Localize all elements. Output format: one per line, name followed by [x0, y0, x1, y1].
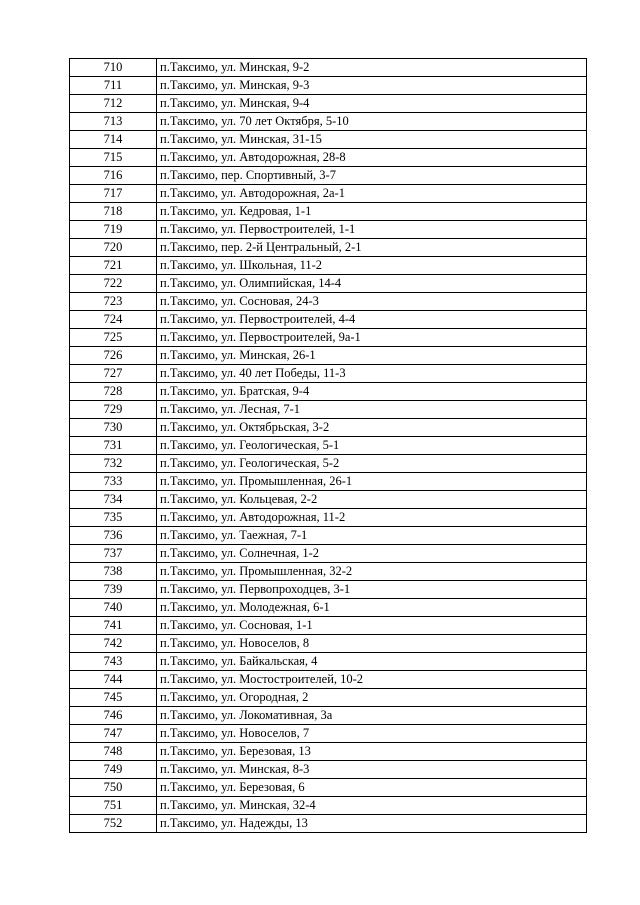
table-row — [70, 149, 587, 167]
row-number-cell: 748 — [70, 743, 157, 761]
address-cell: п.Таксимо, ул. Автодорожная, 28-8 — [157, 149, 587, 167]
row-number-cell: 749 — [70, 761, 157, 779]
row-number-cell: 727 — [70, 365, 157, 383]
address-cell: п.Таксимо, ул. Солнечная, 1-2 — [157, 545, 587, 563]
table-row — [70, 455, 587, 473]
row-number-cell: 734 — [70, 491, 157, 509]
row-number-cell: 723 — [70, 293, 157, 311]
table-row — [70, 383, 587, 401]
row-number-cell: 711 — [70, 77, 157, 95]
table-row — [70, 113, 587, 131]
table-row — [70, 257, 587, 275]
address-cell: п.Таксимо, ул. Байкальская, 4 — [157, 653, 587, 671]
address-table-body — [70, 59, 587, 833]
table-row — [70, 563, 587, 581]
row-number-cell: 729 — [70, 401, 157, 419]
row-number-cell: 710 — [70, 59, 157, 77]
address-cell: п.Таксимо, ул. 40 лет Победы, 11-3 — [157, 365, 587, 383]
table-row — [70, 491, 587, 509]
row-number-cell: 724 — [70, 311, 157, 329]
address-cell: п.Таксимо, ул. Геологическая, 5-2 — [157, 455, 587, 473]
table-row — [70, 59, 587, 77]
row-number-cell: 730 — [70, 419, 157, 437]
row-number-cell: 716 — [70, 167, 157, 185]
row-number-cell: 751 — [70, 797, 157, 815]
row-number-cell: 712 — [70, 95, 157, 113]
row-number-cell: 721 — [70, 257, 157, 275]
table-row — [70, 635, 587, 653]
address-cell: п.Таксимо, ул. Первостроителей, 4-4 — [157, 311, 587, 329]
row-number-cell: 719 — [70, 221, 157, 239]
address-cell: п.Таксимо, ул. Геологическая, 5-1 — [157, 437, 587, 455]
address-cell: п.Таксимо, ул. Лесная, 7-1 — [157, 401, 587, 419]
address-cell: п.Таксимо, ул. Минская, 32-4 — [157, 797, 587, 815]
table-row — [70, 203, 587, 221]
row-number-cell: 725 — [70, 329, 157, 347]
row-number-cell: 731 — [70, 437, 157, 455]
address-cell: п.Таксимо, ул. Таежная, 7-1 — [157, 527, 587, 545]
address-cell: п.Таксимо, ул. Минская, 9-3 — [157, 77, 587, 95]
address-cell: п.Таксимо, ул. Сосновая, 24-3 — [157, 293, 587, 311]
address-cell: п.Таксимо, ул. Автодорожная, 2а-1 — [157, 185, 587, 203]
table-row — [70, 797, 587, 815]
table-row — [70, 527, 587, 545]
table-row — [70, 761, 587, 779]
address-cell: п.Таксимо, ул. Школьная, 11-2 — [157, 257, 587, 275]
row-number-cell: 747 — [70, 725, 157, 743]
table-row — [70, 473, 587, 491]
table-row — [70, 581, 587, 599]
row-number-cell: 726 — [70, 347, 157, 365]
row-number-cell: 743 — [70, 653, 157, 671]
table-row — [70, 671, 587, 689]
row-number-cell: 742 — [70, 635, 157, 653]
row-number-cell: 720 — [70, 239, 157, 257]
table-row — [70, 329, 587, 347]
row-number-cell: 718 — [70, 203, 157, 221]
row-number-cell: 713 — [70, 113, 157, 131]
row-number-cell: 746 — [70, 707, 157, 725]
table-row — [70, 437, 587, 455]
address-cell: п.Таксимо, ул. 70 лет Октября, 5-10 — [157, 113, 587, 131]
table-row — [70, 545, 587, 563]
address-cell: п.Таксимо, ул. Березовая, 6 — [157, 779, 587, 797]
row-number-cell: 752 — [70, 815, 157, 833]
table-row — [70, 239, 587, 257]
table-row — [70, 599, 587, 617]
row-number-cell: 732 — [70, 455, 157, 473]
row-number-cell: 736 — [70, 527, 157, 545]
row-number-cell: 715 — [70, 149, 157, 167]
address-cell: п.Таксимо, ул. Олимпийская, 14-4 — [157, 275, 587, 293]
row-number-cell: 717 — [70, 185, 157, 203]
table-row — [70, 311, 587, 329]
address-cell: п.Таксимо, ул. Молодежная, 6-1 — [157, 599, 587, 617]
row-number-cell: 714 — [70, 131, 157, 149]
address-cell: п.Таксимо, ул. Минская, 26-1 — [157, 347, 587, 365]
table-row — [70, 689, 587, 707]
address-cell: п.Таксимо, пер. 2-й Центральный, 2-1 — [157, 239, 587, 257]
row-number-cell: 741 — [70, 617, 157, 635]
table-row — [70, 725, 587, 743]
table-row — [70, 77, 587, 95]
address-cell: п.Таксимо, ул. Первостроителей, 9а-1 — [157, 329, 587, 347]
address-cell: п.Таксимо, ул. Минская, 9-4 — [157, 95, 587, 113]
row-number-cell: 735 — [70, 509, 157, 527]
row-number-cell: 722 — [70, 275, 157, 293]
address-cell: п.Таксимо, ул. Минская, 31-15 — [157, 131, 587, 149]
address-cell: п.Таксимо, ул. Минская, 8-3 — [157, 761, 587, 779]
address-cell: п.Таксимо, ул. Кедровая, 1-1 — [157, 203, 587, 221]
table-row — [70, 221, 587, 239]
table-row — [70, 347, 587, 365]
table-row — [70, 95, 587, 113]
address-cell: п.Таксимо, ул. Березовая, 13 — [157, 743, 587, 761]
row-number-cell: 728 — [70, 383, 157, 401]
table-row — [70, 185, 587, 203]
table-row — [70, 419, 587, 437]
table-row — [70, 131, 587, 149]
address-cell: п.Таксимо, ул. Новоселов, 8 — [157, 635, 587, 653]
address-cell: п.Таксимо, ул. Огородная, 2 — [157, 689, 587, 707]
table-row — [70, 653, 587, 671]
address-cell: п.Таксимо, ул. Мостостроителей, 10-2 — [157, 671, 587, 689]
table-row — [70, 365, 587, 383]
address-cell: п.Таксимо, ул. Братская, 9-4 — [157, 383, 587, 401]
address-cell: п.Таксимо, ул. Первопроходцев, 3-1 — [157, 581, 587, 599]
address-cell: п.Таксимо, ул. Автодорожная, 11-2 — [157, 509, 587, 527]
row-number-cell: 745 — [70, 689, 157, 707]
address-cell: п.Таксимо, ул. Кольцевая, 2-2 — [157, 491, 587, 509]
row-number-cell: 740 — [70, 599, 157, 617]
address-table — [69, 58, 587, 833]
address-cell: п.Таксимо, ул. Сосновая, 1-1 — [157, 617, 587, 635]
table-row — [70, 401, 587, 419]
address-cell: п.Таксимо, ул. Минская, 9-2 — [157, 59, 587, 77]
table-row — [70, 275, 587, 293]
table-row — [70, 293, 587, 311]
row-number-cell: 750 — [70, 779, 157, 797]
table-row — [70, 509, 587, 527]
table-row — [70, 167, 587, 185]
address-cell: п.Таксимо, ул. Промышленная, 32-2 — [157, 563, 587, 581]
table-row — [70, 815, 587, 833]
row-number-cell: 737 — [70, 545, 157, 563]
address-cell: п.Таксимо, ул. Октябрьская, 3-2 — [157, 419, 587, 437]
table-row — [70, 707, 587, 725]
row-number-cell: 739 — [70, 581, 157, 599]
table-row — [70, 743, 587, 761]
table-row — [70, 617, 587, 635]
address-cell: п.Таксимо, пер. Спортивный, 3-7 — [157, 167, 587, 185]
row-number-cell: 733 — [70, 473, 157, 491]
address-cell: п.Таксимо, ул. Промышленная, 26-1 — [157, 473, 587, 491]
address-cell: п.Таксимо, ул. Надежды, 13 — [157, 815, 587, 833]
address-cell: п.Таксимо, ул. Локомативная, 3а — [157, 707, 587, 725]
address-cell: п.Таксимо, ул. Первостроителей, 1-1 — [157, 221, 587, 239]
row-number-cell: 738 — [70, 563, 157, 581]
table-row — [70, 779, 587, 797]
address-cell: п.Таксимо, ул. Новоселов, 7 — [157, 725, 587, 743]
row-number-cell: 744 — [70, 671, 157, 689]
